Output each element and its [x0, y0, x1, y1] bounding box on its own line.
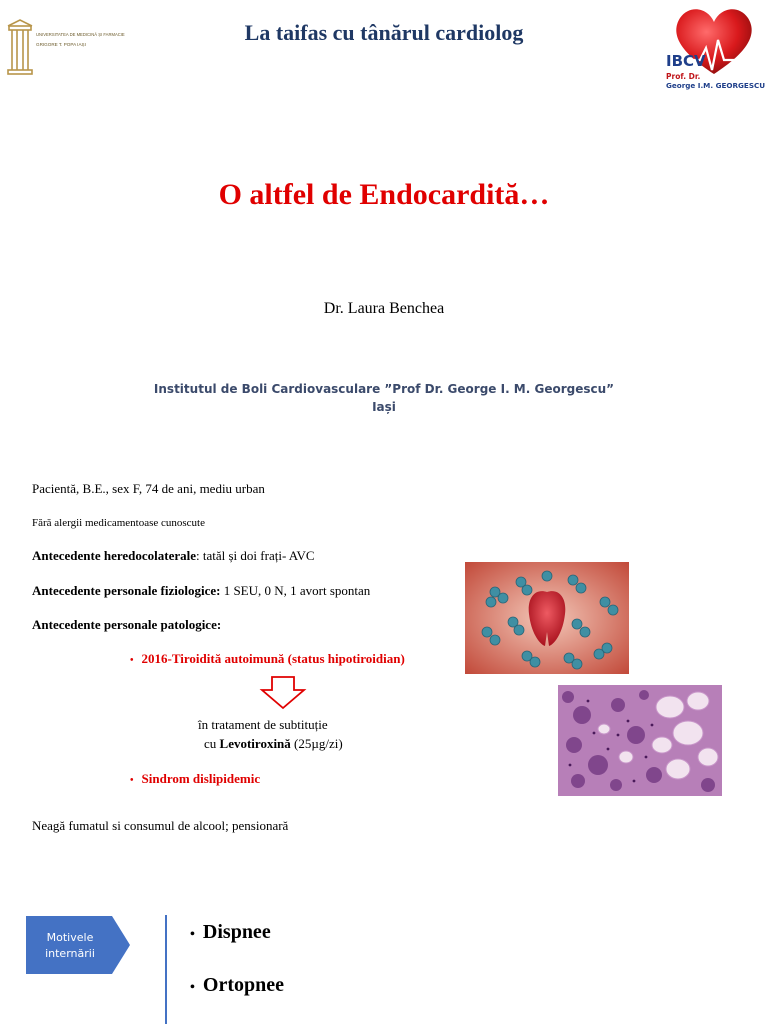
pathological-label: Antecedente personale patologice:	[32, 617, 222, 632]
treatment-prefix: cu	[204, 736, 220, 751]
header-title: La taifas cu tânărul cardiolog	[244, 20, 524, 45]
allergy-line: Fără alergii medicamentoase cunoscute	[32, 517, 205, 529]
divider-line	[165, 915, 167, 1024]
thyroid-histology-micrograph	[558, 685, 722, 796]
pathology-item-dyslipidemia	[130, 771, 260, 787]
ibcv-line2: George I.M. GEORGESCU	[666, 81, 766, 90]
patient-line: Pacientă, B.E., sex F, 74 de ani, mediu urban	[32, 481, 265, 496]
physiological-label: Antecedente personale fiziologice:	[32, 583, 221, 598]
treatment-dose: (25µg/zi)	[290, 736, 343, 751]
institute-name: Institutul de Boli Cardiovasculare ”Prof Dr. George I. M. Georgescu” Iași	[153, 382, 615, 414]
treatment-drug: Levotiroxină	[219, 736, 291, 751]
bullet-dot: •	[130, 655, 134, 666]
admission-reasons-label	[26, 916, 130, 974]
physiological-value: 1 SEU, 0 N, 1 avort spontan	[220, 583, 371, 598]
heart-ecg-logo-icon	[660, 0, 768, 96]
hereditary-value: : tatăl și doi frați- AVC	[196, 548, 315, 563]
ibcv-line1: Prof. Dr.	[666, 72, 701, 81]
main-title: O altfel de Endocardită…	[218, 178, 550, 211]
university-logo-line2: GRIGORE T. POPA IAȘI	[36, 42, 86, 47]
treatment-line2	[204, 736, 343, 752]
dyslipidemia-text: Sindrom dislipidemic	[141, 771, 261, 786]
treatment-line1: în tratament de subtituție	[198, 717, 328, 732]
ibcv-abbr: IBCV	[666, 52, 706, 70]
admission-reason-item	[190, 974, 284, 997]
bullet-dot: •	[190, 927, 195, 942]
hereditary-history	[32, 548, 315, 564]
bullet-dot: •	[190, 980, 195, 995]
physiological-history	[32, 583, 370, 599]
box-label-line2: internării	[45, 947, 95, 960]
hereditary-label: Antecedente heredocolaterale	[32, 548, 197, 563]
down-arrow-icon	[260, 676, 306, 710]
box-label-line1: Motivele	[46, 931, 94, 944]
author-name: Dr. Laura Benchea	[323, 300, 445, 317]
title-slide	[0, 0, 768, 440]
admission-reason-item	[190, 921, 271, 944]
smoking-line: Neagă fumatul si consumul de alcool; pensionară	[32, 818, 289, 833]
thyroiditis-text: 2016-Tiroidită autoimună (status hipotiroidian)	[141, 651, 405, 666]
thyroid-antibodies-illustration	[465, 562, 629, 674]
bullet-dot: •	[130, 775, 134, 786]
university-logo-line1: UNIVERSITATEA DE MEDICINĂ ȘI FARMACIE	[36, 32, 125, 37]
reason-text: Ortopnee	[202, 974, 284, 996]
reason-text: Dispnee	[202, 921, 271, 943]
pathology-item-thyroiditis	[130, 651, 405, 667]
